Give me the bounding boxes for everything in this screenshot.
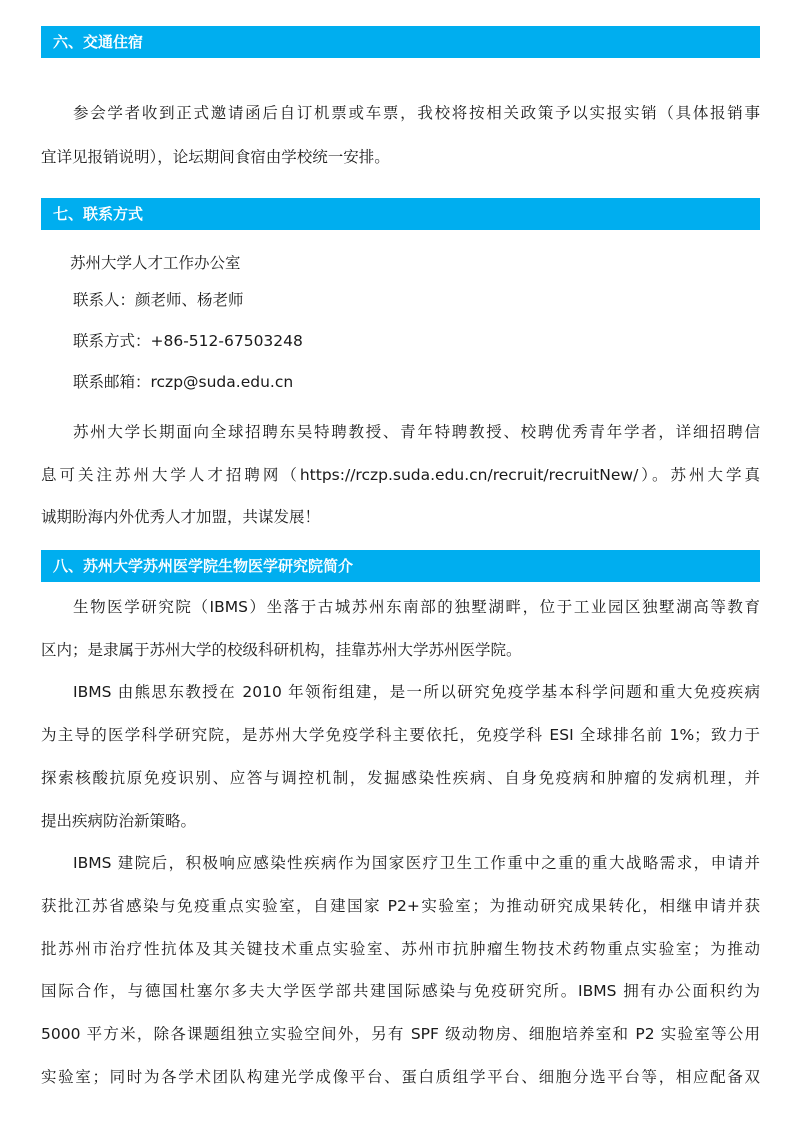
intro-line: 获批江苏省感染与免疫重点实验室，自建国家 P2+实验室；为推动研究成果转化，相继申请并获 [41,897,760,915]
intro-line: IBMS 由熊思东教授在 2010 年领衔组建，是一所以研究免疫学基本科学问题和重大免疫疾病 [73,683,760,701]
intro-line: 探索核酸抗原免疫识别、应答与调控机制，发掘感染性疾病、自身免疫病和肿瘤的发病机理，并 [41,769,760,787]
recruit-line[interactable]: 息可关注苏州大学人才招聘网（https://rczp.suda.edu.cn/recruit/recruitNew/）。苏州大学真 [41,466,760,484]
transport-line: 宜详见报销说明），论坛期间食宿由学校统一安排。 [41,148,390,166]
intro-line: 5000 平方米，除各课题组独立实验空间外，另有 SPF 级动物房、细胞培养室和 P2 实验室等公用 [41,1025,760,1043]
intro-line: IBMS 建院后，积极响应感染性疾病作为国家医疗卫生工作重中之重的重大战略需求，申请并 [73,854,760,872]
section-header-ibms: 八、苏州大学苏州医学院生物医学研究院简介 [41,550,760,582]
transport-line: 参会学者收到正式邀请函后自订机票或车票，我校将按相关政策予以实报实销（具体报销事 [73,104,760,122]
intro-line: 为主导的医学科学研究院，是苏州大学免疫学科主要依托，免疫学科 ESI 全球排名前 1%；致力于 [41,726,760,744]
contact-person: 联系人：颜老师、杨老师 [73,291,244,309]
contact-phone: 联系方式：+86-512-67503248 [73,332,303,350]
intro-line: 提出疾病防治新策略。 [41,812,197,830]
intro-line: 区内；是隶属于苏州大学的校级科研机构，挂靠苏州大学苏州医学院。 [41,641,522,659]
intro-line: 实验室；同时为各学术团队构建光学成像平台、蛋白质组学平台、细胞分选平台等，相应配备双 [41,1068,760,1086]
section-header-contact: 七、联系方式 [41,198,760,230]
intro-line: 国际合作，与德国杜塞尔多夫大学医学部共建国际感染与免疫研究所。IBMS 拥有办公面积约为 [41,982,760,1000]
intro-line: 批苏州市治疗性抗体及其关键技术重点实验室、苏州市抗肿瘤生物技术药物重点实验室；为推动 [41,940,760,958]
recruit-line: 苏州大学长期面向全球招聘东吴特聘教授、青年特聘教授、校聘优秀青年学者，详细招聘信 [73,423,760,441]
section-header-transport: 六、交通住宿 [41,26,760,58]
contact-email[interactable]: 联系邮箱：rczp@suda.edu.cn [73,373,294,391]
intro-line: 生物医学研究院（IBMS）坐落于古城苏州东南部的独墅湖畔，位于工业园区独墅湖高等教育 [73,598,760,616]
contact-office: 苏州大学人才工作办公室 [70,254,241,272]
recruit-line: 诚期盼海内外优秀人才加盟，共谋发展！ [41,508,321,526]
